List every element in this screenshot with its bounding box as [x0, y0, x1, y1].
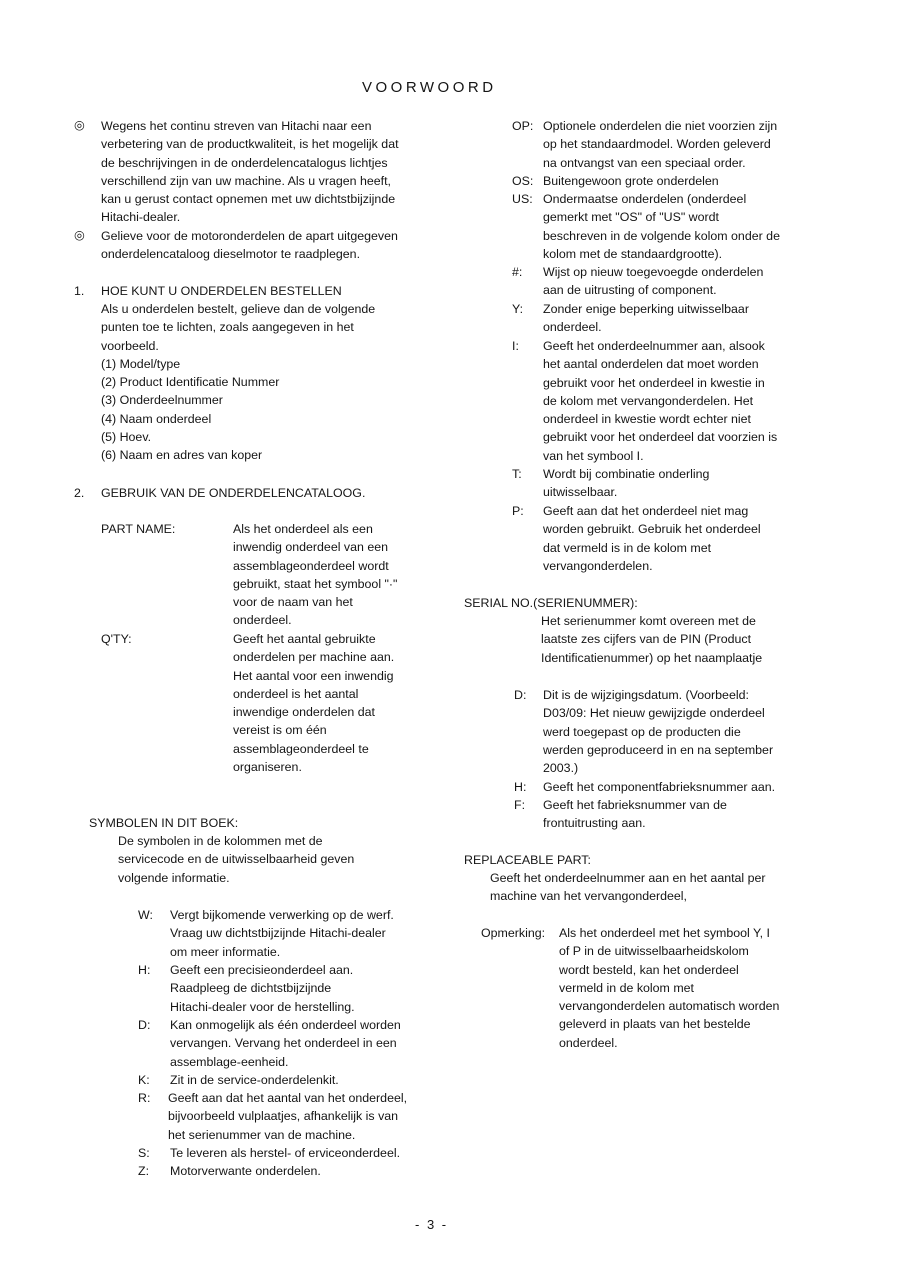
text-line: vermeld in de kolom met — [559, 980, 694, 995]
text-line: kan u gerust contact opnemen met uw dichtstbijzijnde — [101, 192, 396, 207]
text-line: laatste zes cijfers van de PIN (Product — [541, 632, 752, 647]
note-label: Opmerking: — [481, 926, 546, 940]
serial-desc-f — [543, 796, 727, 833]
text-line: Hitachi-dealer voor de herstelling. — [170, 999, 355, 1014]
text-line: D03/09: Het nieuw gewijzigde onderdeel — [543, 706, 765, 721]
text-line: de kolom met vervangonderdelen. Het — [543, 393, 754, 408]
section-1-heading: HOE KUNT U ONDERDELEN BESTELLEN — [101, 284, 342, 298]
text-line: bijvoorbeeld vulplaatjes, afhankelijk is van — [168, 1109, 399, 1124]
text-line: vereist is om één — [233, 723, 327, 738]
note-text — [559, 924, 791, 1052]
text-line: Als het onderdeel als een — [233, 522, 373, 536]
text-line: servicecode en de uitwisselbaarheid geven — [118, 852, 355, 867]
replaceable-heading: REPLACEABLE PART: — [464, 853, 591, 867]
text-line: Geeft het onderdeelnummer aan, alsook — [543, 339, 765, 353]
page-number: - 3 - — [415, 1217, 449, 1232]
text-line: beschreven in de volgende kolom onder de — [543, 228, 780, 243]
text-line: Zonder enige beperking uitwisselbaar — [543, 302, 749, 316]
text-line: de beschrijvingen in de onderdelencatalogus lichtjes — [101, 155, 388, 170]
symbol-code-r: R: — [138, 1091, 151, 1105]
code-os-desc — [543, 172, 719, 190]
section-2-number: 2. — [74, 486, 85, 500]
text-line: Het serienummer komt overeen met de — [541, 614, 756, 628]
text-line: Geeft het componentfabrieksnummer aan. — [543, 780, 776, 794]
text-line: geleverd in plaats van het bestelde — [559, 1017, 751, 1032]
text-line: het aantal onderdelen dat moet worden — [543, 357, 759, 372]
serial-code-f: F: — [514, 798, 526, 812]
text-line: punten toe te lichten, zoals aangegeven in het — [101, 320, 354, 335]
text-line: dat vermeld is in de kolom met — [543, 540, 712, 555]
text-line: assemblageonderdeel te — [233, 741, 369, 756]
code-p-desc — [543, 502, 761, 575]
serial-desc-h — [543, 778, 775, 796]
serial-code-d: D: — [514, 688, 527, 702]
text-line: assemblageonderdeel wordt — [233, 558, 389, 573]
code-t-desc — [543, 465, 709, 502]
text-line: Motorverwante onderdelen. — [170, 1164, 321, 1178]
text-line: Wijst op nieuw toegevoegde onderdelen — [543, 265, 764, 279]
text-line: Zit in de service-onderdelenkit. — [170, 1073, 339, 1087]
text-line: Als u onderdelen bestelt, gelieve dan de volgende — [101, 302, 376, 316]
bullet-symbol-icon: ◎ — [74, 228, 85, 242]
part-name-definition — [233, 520, 397, 630]
text-line: inwendig onderdeel van een — [233, 540, 389, 555]
text-line: van het symbool I. — [543, 448, 644, 463]
bullet-symbol-icon: ◎ — [74, 118, 85, 132]
order-item: (1) Model/type — [101, 356, 181, 371]
text-line: Geeft het onderdeelnummer aan en het aantal per — [490, 871, 766, 885]
code-i-desc — [543, 337, 777, 465]
text-line: Buitengewoon grote onderdelen — [543, 174, 719, 188]
text-line: Als het onderdeel met het symbool Y, I — [559, 926, 770, 940]
text-line: machine van het vervangonderdeel, — [490, 889, 688, 904]
part-name-term: PART NAME: — [101, 522, 176, 536]
text-line: Vraag uw dichtstbijzijnde Hitachi-dealer — [170, 926, 386, 941]
serial-desc-d — [543, 686, 773, 777]
text-line: onderdeel. — [559, 1035, 618, 1050]
text-line: of P in de uitwisselbaarheidskolom — [559, 944, 749, 959]
text-line: Geeft aan dat het onderdeel niet mag — [543, 504, 749, 518]
text-line: Optionele onderdelen die niet voorzien zijn — [543, 119, 778, 133]
symbol-desc-w — [170, 906, 394, 961]
text-line: Te leveren als herstel- of erviceonderdeel. — [170, 1146, 401, 1160]
text-line: gebruikt, staat het symbool "·" — [233, 576, 398, 591]
text-line: Geeft het fabrieksnummer van de — [543, 798, 727, 812]
text-line: onderdelen per machine aan. — [233, 650, 395, 665]
symbol-desc-d — [170, 1016, 401, 1071]
text-line: vervangen. Vervang het onderdeel in een — [170, 1036, 397, 1051]
text-line: voor de naam van het — [233, 595, 353, 610]
text-line: aan de uitrusting of component. — [543, 283, 717, 298]
text-line: De symbolen in de kolommen met de — [118, 834, 323, 848]
section-1-number: 1. — [74, 284, 85, 298]
text-line: Dit is de wijzigingsdatum. (Voorbeeld: — [543, 688, 749, 702]
text-line: inwendige onderdelen dat — [233, 705, 375, 720]
text-line: Kan onmogelijk als één onderdeel worden — [170, 1018, 401, 1032]
code-us: US: — [512, 192, 533, 206]
text-line: organiseren. — [233, 760, 302, 775]
text-line: Gelieve voor de motoronderdelen de apart uitgegeven — [101, 229, 398, 243]
text-line: het serienummer van de machine. — [168, 1127, 356, 1142]
qty-term: Q'TY: — [101, 632, 132, 646]
symbol-code-k: K: — [138, 1073, 150, 1087]
text-line: gemerkt met "OS" of "US" wordt — [543, 210, 719, 225]
text-line: volgende informatie. — [118, 870, 230, 885]
symbols-intro — [118, 832, 354, 887]
code-y-desc — [543, 300, 749, 337]
symbol-desc-s — [170, 1144, 400, 1162]
text-line: worden gebruikt. Gebruik het onderdeel — [543, 522, 761, 537]
text-line: verschillend zijn van uw machine. Als u vragen heeft, — [101, 173, 391, 188]
symbol-desc-z — [170, 1162, 321, 1180]
text-line: Hitachi-dealer. — [101, 210, 181, 225]
text-line: frontuitrusting aan. — [543, 816, 646, 831]
text-line: onderdeel. — [233, 613, 292, 628]
code-op-desc — [543, 117, 777, 172]
order-item: (4) Naam onderdeel — [101, 411, 212, 426]
text-line: gebruikt voor het onderdeel in kwestie in — [543, 375, 765, 390]
serial-text — [541, 612, 762, 667]
order-item: (2) Product Identificatie Nummer — [101, 375, 280, 390]
section-1-text — [101, 300, 375, 465]
code-hash: #: — [512, 265, 523, 279]
order-item: (5) Hoev. — [101, 430, 152, 445]
order-item: (3) Onderdeelnummer — [101, 393, 223, 408]
text-line: onderdeel. — [543, 320, 602, 335]
text-line: onderdeel in kwestie wordt echter niet — [543, 412, 752, 427]
text-line: Geeft een precisieonderdeel aan. — [170, 963, 354, 977]
serial-code-h: H: — [514, 780, 527, 794]
symbol-desc-h — [170, 961, 355, 1016]
symbol-code-z: Z: — [138, 1164, 150, 1178]
qty-definition — [233, 630, 394, 776]
intro-bullet-2 — [74, 227, 85, 242]
text-line: uitwisselbaar. — [543, 485, 618, 500]
text-line: Identificatienummer) op het naamplaatje — [541, 650, 763, 665]
symbol-code-h: H: — [138, 963, 151, 977]
text-line: werden geproduceerd in en na september — [543, 742, 774, 757]
text-line: Vergt bijkomende verwerking op de werf. — [170, 908, 394, 922]
text-line: vervangonderdelen automatisch worden — [559, 999, 780, 1014]
text-line: Raadpleeg de dichtstbijzijnde — [170, 981, 332, 996]
replaceable-text — [490, 869, 766, 906]
code-y: Y: — [512, 302, 524, 316]
symbol-desc-r — [168, 1089, 407, 1144]
text-line: om meer informatie. — [170, 944, 281, 959]
text-line: 2003.) — [543, 761, 579, 776]
text-line: Wegens het continu streven van Hitachi naar een — [101, 119, 372, 133]
text-line: Geeft het aantal gebruikte — [233, 632, 376, 646]
page-title: VOORWOORD — [362, 79, 497, 96]
code-t: T: — [512, 467, 522, 481]
text-line: onderdelencataloog dieselmotor te raadplegen. — [101, 247, 361, 262]
code-hash-desc — [543, 263, 763, 300]
symbol-code-d: D: — [138, 1018, 151, 1032]
text-line: voorbeeld. — [101, 338, 159, 353]
text-line: gebruikt voor het onderdeel dat voorzien is — [543, 430, 778, 445]
text-line: op het standaardmodel. Worden geleverd — [543, 137, 771, 152]
text-line: onderdeel is het aantal — [233, 686, 359, 701]
text-line: verbetering van de productkwaliteit, is het mogelijk dat — [101, 137, 399, 152]
symbol-code-s: S: — [138, 1146, 150, 1160]
text-line: vervangonderdelen. — [543, 558, 653, 573]
text-line: Wordt bij combinatie onderling — [543, 467, 710, 481]
symbol-code-w: W: — [138, 908, 153, 922]
intro-paragraph-1 — [101, 117, 417, 227]
text-line: werd toegepast op de producten die — [543, 724, 741, 739]
text-line: wordt besteld, kan het onderdeel — [559, 962, 739, 977]
text-line: Het aantal voor een inwendig — [233, 668, 394, 683]
section-2-heading: GEBRUIK VAN DE ONDERDELENCATALOOG. — [101, 486, 366, 500]
code-i: I: — [512, 339, 519, 353]
intro-paragraph-2 — [101, 227, 421, 264]
symbol-desc-k — [170, 1071, 339, 1089]
text-line: assemblage-eenheid. — [170, 1054, 289, 1069]
code-p: P: — [512, 504, 524, 518]
code-us-desc — [543, 190, 780, 263]
code-op: OP: — [512, 119, 534, 133]
text-line: Ondermaatse onderdelen (onderdeel — [543, 192, 747, 206]
serial-heading: SERIAL NO.(SERIENUMMER): — [464, 596, 638, 610]
text-line: na ontvangst van een speciaal order. — [543, 155, 746, 170]
order-item: (6) Naam en adres van koper — [101, 448, 263, 463]
symbols-heading: SYMBOLEN IN DIT BOEK: — [89, 816, 239, 830]
text-line: kolom met de standaardgrootte). — [543, 246, 723, 261]
text-line: Geeft aan dat het aantal van het onderdeel, — [168, 1091, 408, 1105]
code-os: OS: — [512, 174, 534, 188]
